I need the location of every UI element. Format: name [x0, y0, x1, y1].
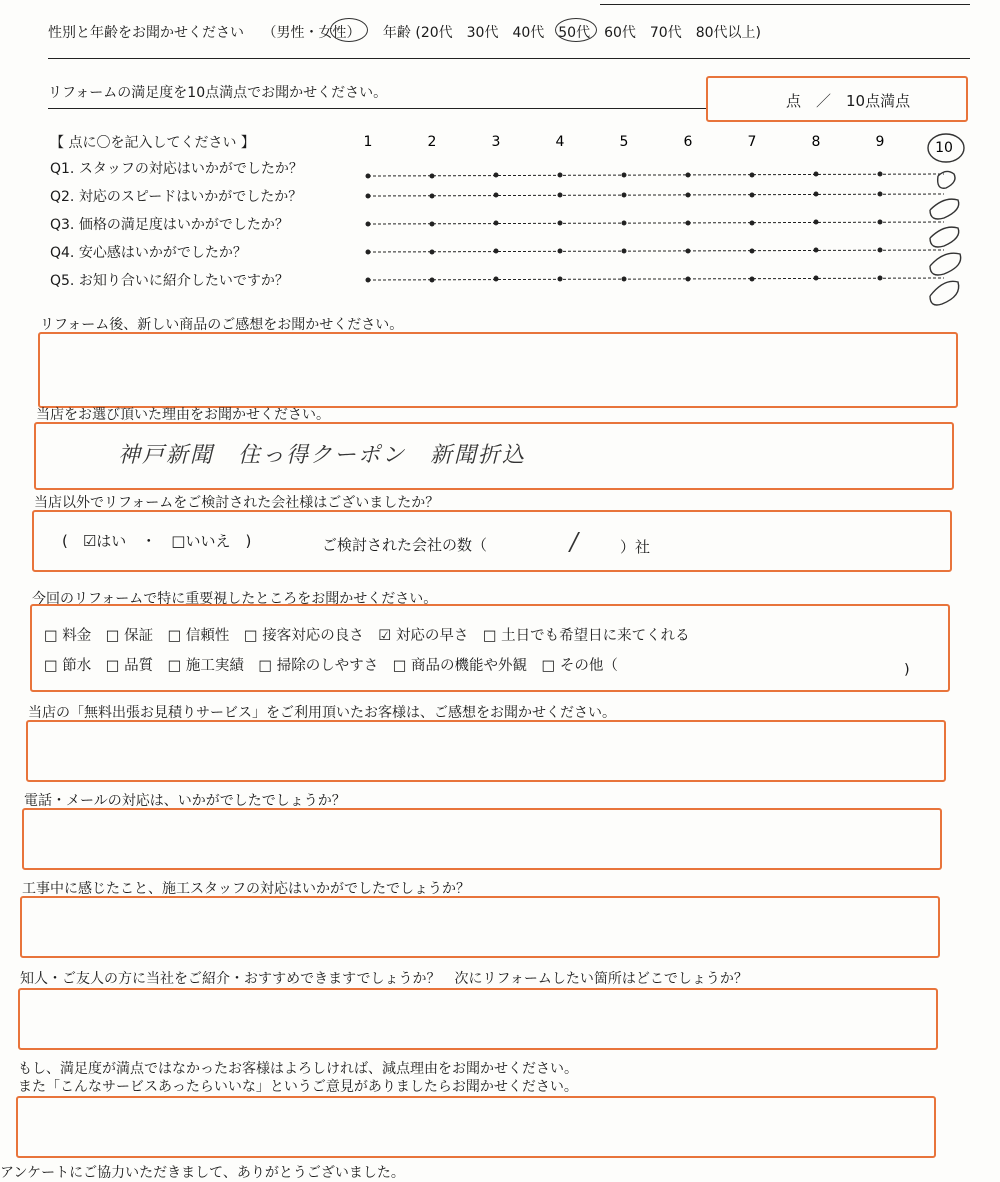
scale-number-5	[620, 134, 629, 150]
scale-label-1: 1	[363, 134, 373, 150]
dot	[494, 249, 499, 254]
dot	[622, 173, 627, 178]
scale-number-9	[876, 134, 885, 150]
dot	[686, 193, 691, 198]
priority-row-2-end: )	[904, 662, 910, 678]
dot	[622, 221, 627, 226]
other-companies-prompt: 当店以外でリフォームをご検討された会社様はございましたか？	[34, 495, 440, 511]
estimate-prompt: 当店の「無料出張お見積りサービス」をご利用頂いたお客様は、ご感想をお聞かせください。	[28, 705, 616, 721]
rating-line-q1	[368, 174, 944, 176]
top-rule	[600, 4, 970, 5]
satisfaction-prompt: リフォームの満足度を10点満点でお聞かせください。	[48, 85, 388, 101]
header-underline	[48, 58, 970, 59]
phone-textbox[interactable]	[22, 808, 942, 870]
dot	[430, 278, 435, 283]
scale-label-8: 8	[811, 134, 821, 150]
priority-row-2[interactable]: □ 節水 □ 品質 □ 施工実績 □ 掃除のしやすさ □ 商品の機能や外観 □ その他（	[44, 658, 618, 674]
gender-circle-mark	[330, 18, 368, 42]
dot	[878, 172, 883, 177]
dot	[558, 249, 563, 254]
dot	[366, 222, 371, 227]
q2-mark	[930, 199, 959, 219]
dot	[494, 193, 499, 198]
dot	[366, 174, 371, 179]
impression-textbox[interactable]	[38, 332, 958, 408]
dot	[686, 221, 691, 226]
scale-label-9: 9	[875, 134, 885, 150]
rating-question-1: Q1. スタッフの対応はいかがでしたか？	[50, 161, 303, 177]
dot	[622, 193, 627, 198]
dot	[750, 173, 755, 178]
company-count-suffix: ）社	[620, 538, 651, 556]
scale-number-10	[935, 140, 953, 156]
rating-row-lines	[368, 174, 944, 280]
scale-number-1	[364, 134, 373, 150]
handwritten-circles-10	[930, 171, 961, 305]
construction-textbox[interactable]	[20, 896, 940, 958]
q1-mark	[938, 171, 955, 188]
dot	[366, 194, 371, 199]
dot	[558, 277, 563, 282]
scale-label-7: 7	[747, 134, 757, 150]
dot	[750, 221, 755, 226]
dot	[750, 249, 755, 254]
rating-instruction: 【 点に〇を記入してください 】	[50, 135, 255, 151]
age-circle-mark	[555, 18, 597, 42]
scale-label-6: 6	[683, 134, 693, 150]
dot	[814, 220, 819, 225]
dot	[686, 249, 691, 254]
scale-label-5: 5	[619, 134, 629, 150]
rating-line-q3	[368, 222, 944, 224]
referral-prompt: 知人・ご友人の方に当社をご紹介・おすすめできますでしょうか？ 次にリフォームしたい箇所はどこでしょうか？	[20, 971, 748, 987]
satisfaction-underline	[48, 108, 708, 109]
dot	[814, 172, 819, 177]
dot	[430, 222, 435, 227]
dot	[686, 277, 691, 282]
gender-age-prompt	[48, 22, 761, 42]
dot	[878, 192, 883, 197]
gender-age-label: 性別と年齢をお聞かせください	[48, 25, 244, 41]
age-options: (20代 30代 40代 50代 60代 70代 80代以上)	[415, 25, 761, 41]
rating-line-q5	[368, 278, 944, 280]
reason-prompt: 当店をお選び頂いた理由をお聞かせください。	[36, 407, 330, 423]
scale-number-2	[428, 134, 437, 150]
dot	[494, 221, 499, 226]
rating-question-4: Q4. 安心感はいかがでしたか？	[50, 245, 247, 261]
scale-label-3: 3	[491, 134, 501, 150]
reason-handwritten-text: 神戸新聞 住っ得クーポン 新聞折込	[118, 443, 527, 468]
phone-prompt: 電話・メールの対応は、いかがでしたでしょうか？	[24, 793, 346, 809]
score-box-text: 点 ／ 10点満点	[786, 92, 911, 110]
priority-box[interactable]	[30, 604, 950, 692]
dot	[430, 174, 435, 179]
priority-prompt: 今回のリフォームで特に重要視したところをお聞かせください。	[32, 591, 438, 607]
impression-prompt: リフォーム後、新しい商品のご感想をお聞かせください。	[40, 317, 404, 333]
company-count-label: ご検討された会社の数（	[322, 536, 488, 554]
dot	[814, 276, 819, 281]
referral-textbox[interactable]	[18, 988, 938, 1050]
dot	[622, 277, 627, 282]
q5-mark	[930, 281, 959, 305]
dot	[494, 173, 499, 178]
priority-row-1[interactable]: □ 料金 □ 保証 □ 信頼性 □ 接客対応の良さ ☑ 対応の早さ □ 土日でも希望日に来てくれる	[44, 628, 690, 644]
dot	[878, 220, 883, 225]
age-label: 年齢	[382, 25, 411, 41]
rating-question-5: Q5. お知り合いに紹介したいですか？	[50, 273, 289, 289]
dot	[686, 173, 691, 178]
construction-prompt: 工事中に感じたこと、施工スタッフの対応はいかがでしたでしょうか？	[22, 881, 470, 897]
dot	[622, 249, 627, 254]
deduction-prompt-2: また「こんなサービスあったらいいな」というご意見がありましたらお聞かせください。	[18, 1079, 578, 1095]
scale-label-4: 4	[555, 134, 565, 150]
dot	[558, 221, 563, 226]
q4-mark	[930, 253, 961, 275]
rating-question-3: Q3. 価格の満足度はいかがでしたか？	[50, 217, 289, 233]
q3-mark	[930, 227, 959, 247]
deduction-textbox[interactable]	[16, 1096, 936, 1158]
rating-line-q4	[368, 250, 944, 252]
rating-line-q2	[368, 194, 944, 196]
dot	[494, 277, 499, 282]
dot	[750, 193, 755, 198]
dot	[558, 193, 563, 198]
estimate-textbox[interactable]	[26, 720, 946, 782]
scale-number-3	[492, 134, 501, 150]
dot	[750, 277, 755, 282]
rating-question-2: Q2. 対応のスピードはいかがでしたか？	[50, 189, 303, 205]
dot	[878, 276, 883, 281]
dot	[430, 194, 435, 199]
rating-scale-grid	[350, 128, 970, 318]
dot	[430, 250, 435, 255]
dot	[814, 248, 819, 253]
scale-number-7	[748, 134, 757, 150]
dot	[366, 278, 371, 283]
scale-label-2: 2	[427, 134, 437, 150]
scale-number-4	[556, 134, 565, 150]
scale-number-8	[812, 134, 821, 150]
dot	[558, 173, 563, 178]
yes-no-options[interactable]: ( ☑はい ・ □いいえ )	[62, 532, 252, 550]
gender-options: （男性・女性）	[262, 25, 361, 41]
rating-dots	[366, 172, 883, 283]
dot	[878, 248, 883, 253]
company-count-value: /	[570, 528, 579, 556]
scale-number-6	[684, 134, 693, 150]
footer-cut-text: アンケートにご協力いただきまして、ありがとうございました。	[0, 1165, 405, 1181]
deduction-prompt-1: もし、満足度が満点ではなかったお客様はよろしければ、減点理由をお聞かせください。	[18, 1061, 578, 1077]
dot	[366, 250, 371, 255]
scale-label-10: 10	[935, 140, 953, 156]
dot	[814, 192, 819, 197]
